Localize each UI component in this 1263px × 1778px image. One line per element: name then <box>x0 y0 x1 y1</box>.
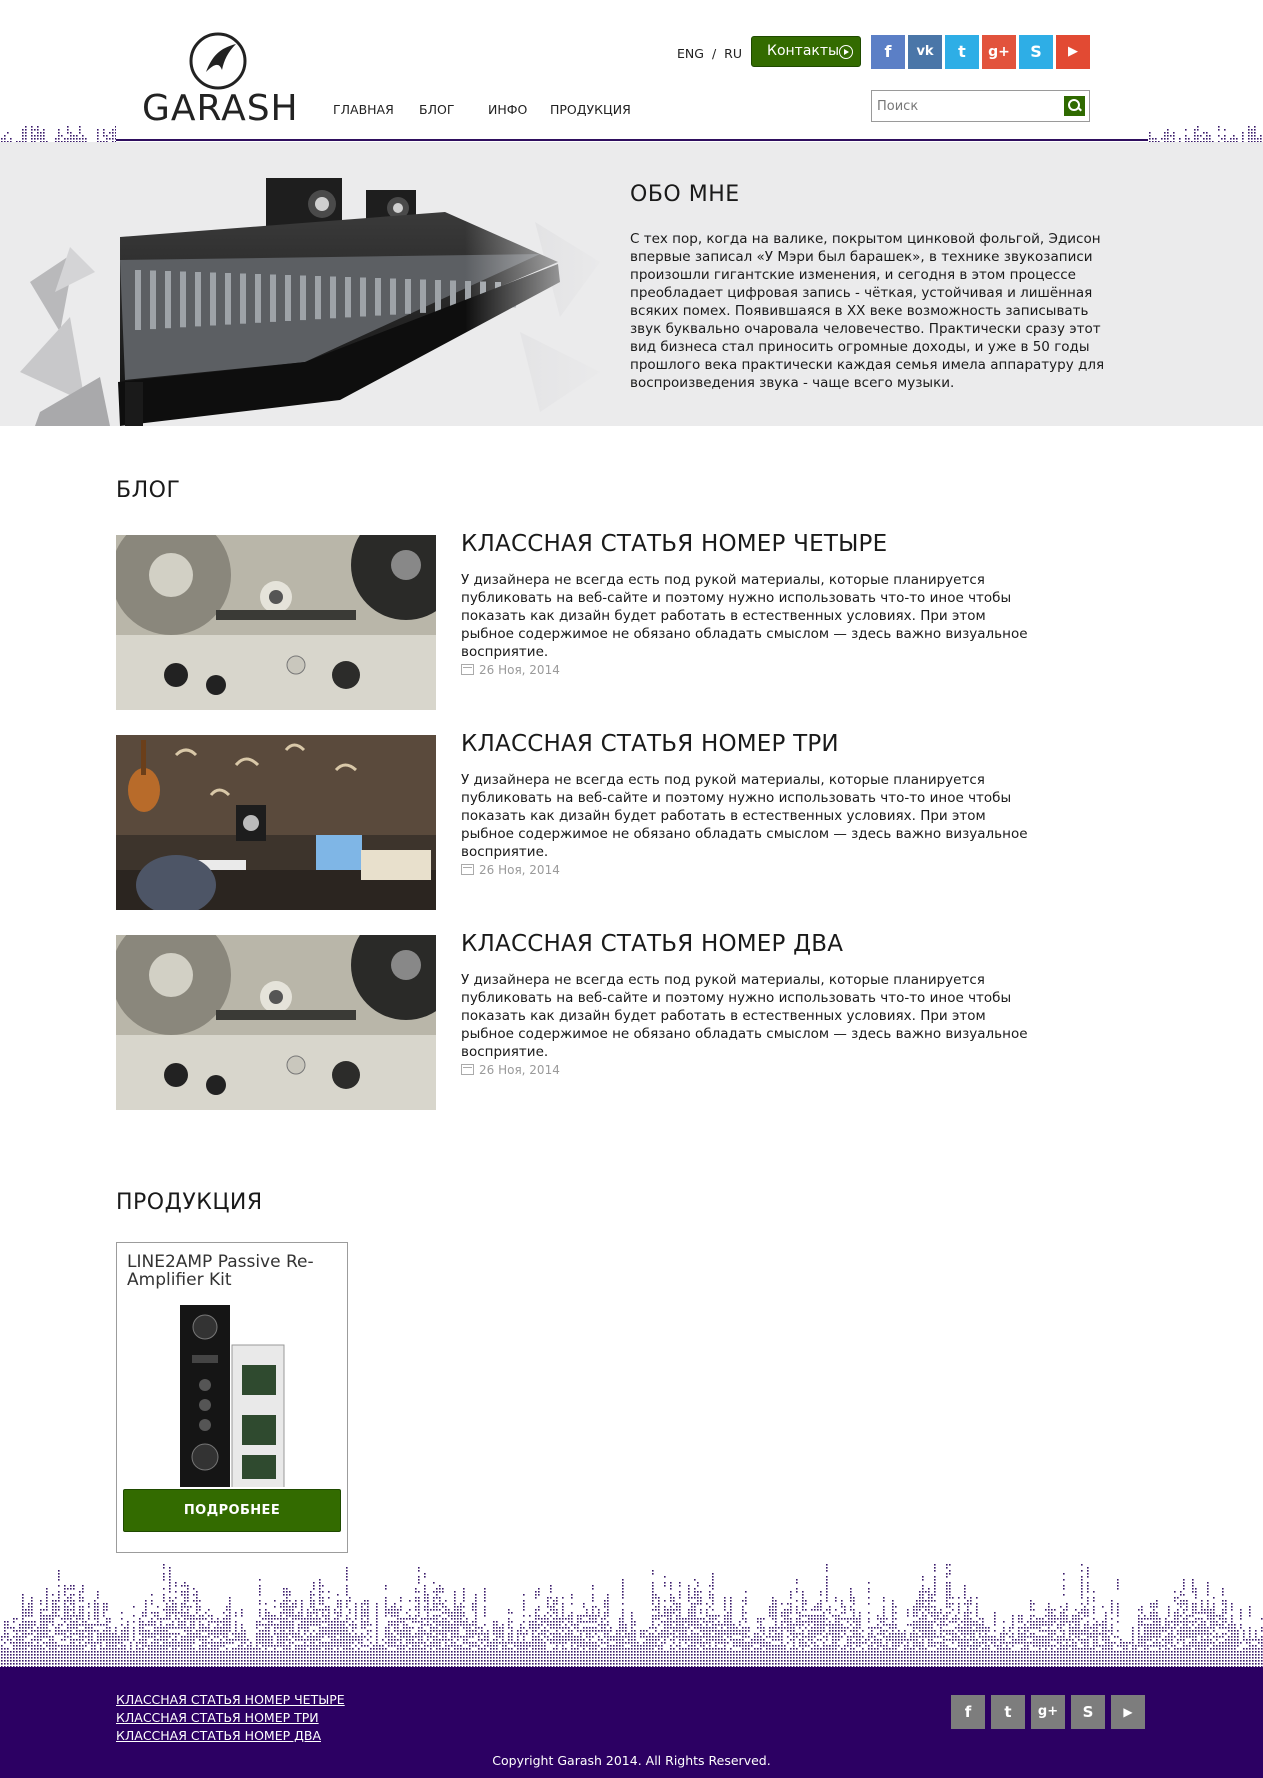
contacts-label: Контакты <box>767 43 840 59</box>
equalizer-wave-decoration <box>0 1560 1263 1667</box>
language-switcher <box>677 46 742 61</box>
post-excerpt: У дизайнера не всегда есть под рукой материалы, которые планируется публиковать на веб-сайте и поэтому нужно использовать что-то иное чтобы показать как дизайн будет работать в естественных условиях. При этом рыбное содержимое не обязано обладать смыслом — здесь важно визуальное восприятие. <box>461 572 1028 660</box>
vk-icon[interactable]: vk <box>908 35 942 69</box>
search-box <box>871 90 1090 122</box>
post-title[interactable]: КЛАССНАЯ СТАТЬЯ НОМЕР ДВА <box>461 931 844 957</box>
post-date <box>461 1063 560 1077</box>
calendar-icon <box>461 664 474 675</box>
youtube-icon[interactable]: ▶ <box>1111 1695 1145 1729</box>
lang-separator: / <box>711 46 717 61</box>
product-name[interactable]: LINE2AMP Passive Re-Amplifier Kit <box>127 1252 314 1290</box>
product-image-module <box>172 1305 292 1487</box>
footer-links <box>116 1691 345 1745</box>
site-header <box>0 0 1263 142</box>
youtube-icon[interactable]: ▶ <box>1056 35 1090 69</box>
calendar-icon <box>461 864 474 875</box>
about-text: С тех пор, когда на валике, покрытом цинковой фольгой, Эдисон впервые записал «У Мэри был барашек», в технике звукозаписи произошли гигантские изменения, и сегодня в этом процессе преобладает цифровая запись - чёткая, устойчивая и лишённая всяких помех. Появившаяся в XX веке возможность записывать звук буквально очаровала человечество. Практически сразу этот вид бизнеса стал приносить огромные доходы, и уже в 50 годы прошлого века практически каждая семья имела аппаратуру для воспроизведения звука - чаще всего музыки. <box>630 231 1105 391</box>
facebook-icon[interactable]: f <box>871 35 905 69</box>
blog-post <box>116 931 1028 1111</box>
blog-post <box>116 731 1028 911</box>
twitter-icon[interactable]: t <box>945 35 979 69</box>
logo-bird-icon <box>188 30 248 92</box>
post-image-tape-recorder[interactable] <box>116 935 436 1110</box>
search-input[interactable] <box>873 92 1053 120</box>
calendar-icon <box>461 1064 474 1075</box>
footer-link[interactable]: КЛАССНАЯ СТАТЬЯ НОМЕР ТРИ <box>116 1710 319 1725</box>
lang-ru[interactable]: RU <box>724 46 742 61</box>
header-divider <box>116 139 1148 141</box>
contacts-button[interactable] <box>751 36 861 67</box>
post-date-text: 26 Ноя, 2014 <box>479 1063 560 1077</box>
post-title[interactable]: КЛАССНАЯ СТАТЬЯ НОМЕР ТРИ <box>461 731 839 757</box>
post-date-text: 26 Ноя, 2014 <box>479 663 560 677</box>
about-section <box>0 142 1263 426</box>
footer-link[interactable]: КЛАССНАЯ СТАТЬЯ НОМЕР ЧЕТЫРЕ <box>116 1692 345 1707</box>
nav-item-products[interactable]: ПРОДУКЦИЯ <box>550 102 631 117</box>
site-footer <box>0 1667 1263 1778</box>
post-excerpt: У дизайнера не всегда есть под рукой материалы, которые планируется публиковать на веб-сайте и поэтому нужно использовать что-то иное чтобы показать как дизайн будет работать в естественных условиях. При этом рыбное содержимое не обязано обладать смыслом — здесь важно визуальное восприятие. <box>461 772 1028 860</box>
google-plus-icon[interactable]: g+ <box>982 35 1016 69</box>
post-image-home-studio[interactable] <box>116 735 436 910</box>
product-details-button[interactable]: ПОДРОБНЕЕ <box>123 1489 341 1532</box>
site-logo[interactable] <box>142 30 299 129</box>
copyright-text: Copyright Garash 2014. All Rights Reserved. <box>492 1753 771 1768</box>
lang-eng[interactable]: ENG <box>677 46 704 61</box>
products-section-title: ПРОДУКЦИЯ <box>116 1190 263 1215</box>
twitter-icon[interactable]: t <box>991 1695 1025 1729</box>
nav-item-blog[interactable]: БЛОГ <box>419 102 455 117</box>
post-date <box>461 863 560 877</box>
product-card <box>116 1242 348 1553</box>
search-icon[interactable] <box>1064 96 1085 116</box>
nav-item-info[interactable]: ИНФО <box>488 102 528 117</box>
blog-post <box>116 531 1028 711</box>
logo-text: GARASH <box>142 88 299 129</box>
skype-icon[interactable]: S <box>1019 35 1053 69</box>
post-title[interactable]: КЛАССНАЯ СТАТЬЯ НОМЕР ЧЕТЫРЕ <box>461 531 888 557</box>
post-image-tape-recorder[interactable] <box>116 535 436 710</box>
footer-link[interactable]: КЛАССНАЯ СТАТЬЯ НОМЕР ДВА <box>116 1728 321 1743</box>
play-circle-icon <box>839 45 853 59</box>
post-excerpt: У дизайнера не всегда есть под рукой материалы, которые планируется публиковать на веб-сайте и поэтому нужно использовать что-то иное чтобы показать как дизайн будет работать в естественных условиях. При этом рыбное содержимое не обязано обладать смыслом — здесь важно визуальное восприятие. <box>461 972 1028 1060</box>
about-title: ОБО МНЕ <box>630 182 740 207</box>
google-plus-icon[interactable]: g+ <box>1031 1695 1065 1729</box>
nav-item-home[interactable]: ГЛАВНАЯ <box>333 102 394 117</box>
post-date-text: 26 Ноя, 2014 <box>479 863 560 877</box>
skype-icon[interactable]: S <box>1071 1695 1105 1729</box>
blog-section-title: БЛОГ <box>116 478 181 503</box>
facebook-icon[interactable]: f <box>951 1695 985 1729</box>
post-date <box>461 663 560 677</box>
mixing-console-image <box>0 142 620 426</box>
